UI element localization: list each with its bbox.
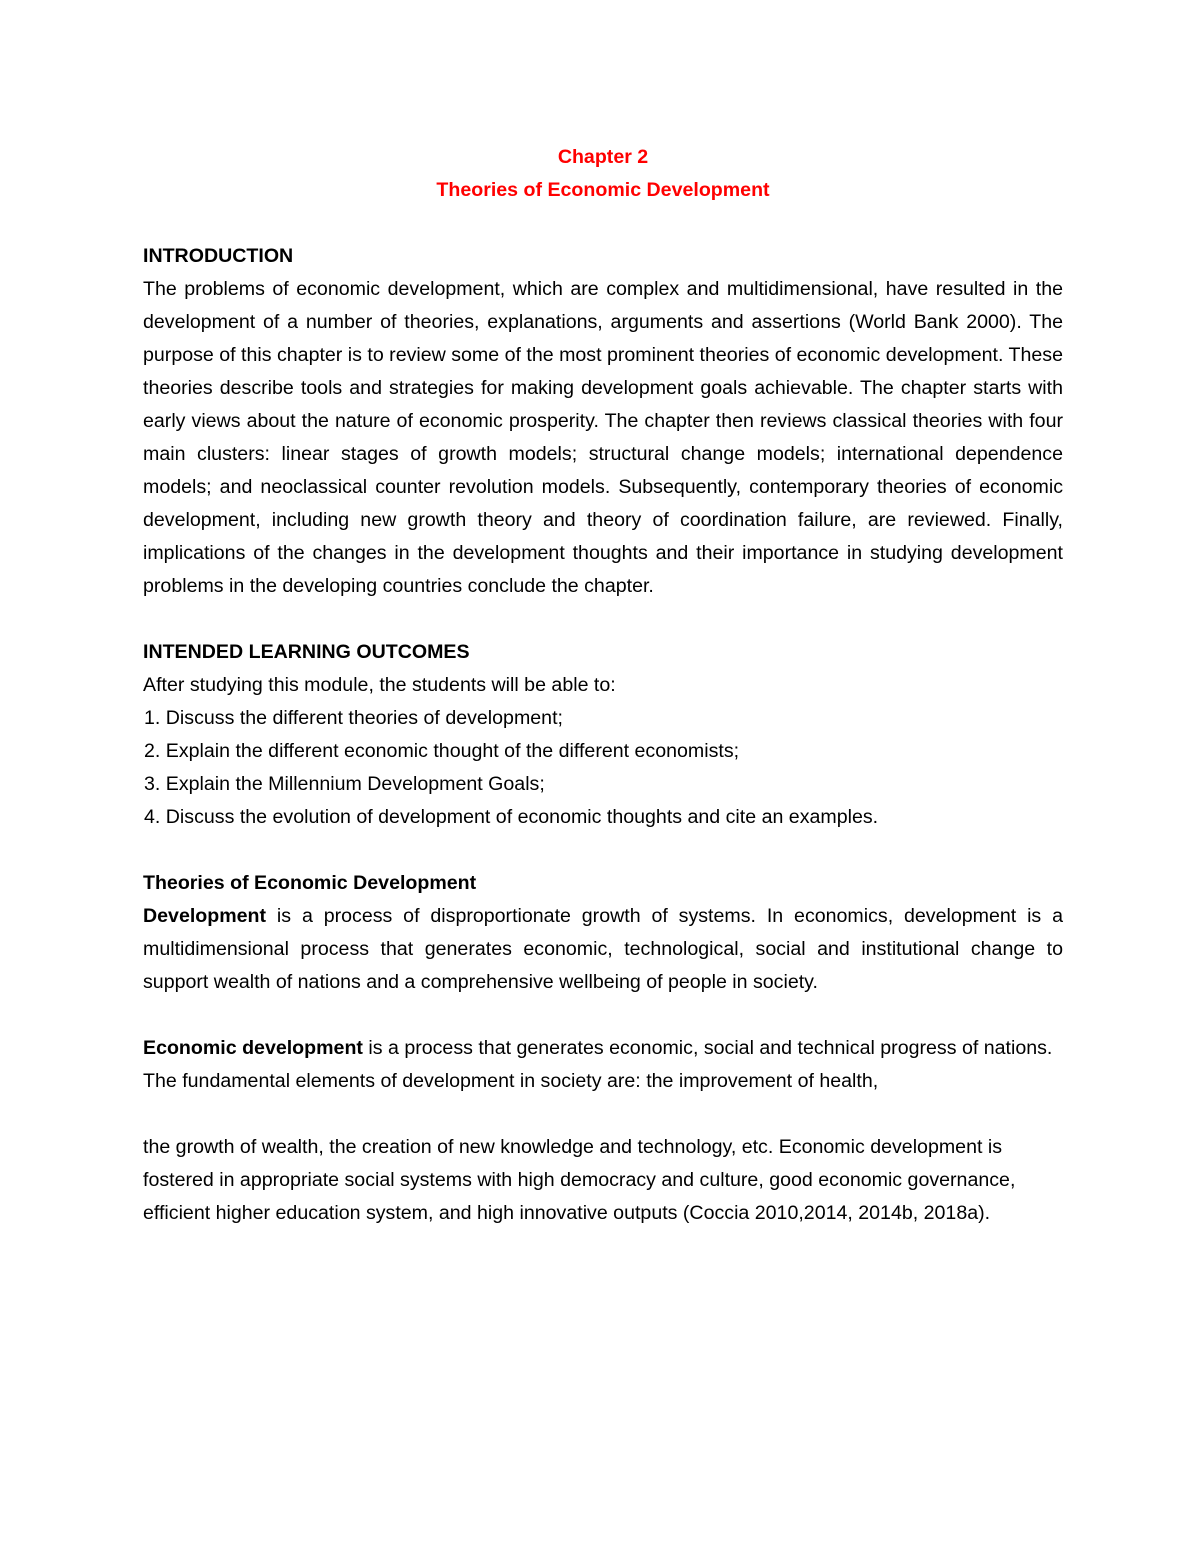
chapter-number: Chapter 2 <box>557 146 649 168</box>
spacer <box>143 999 1063 1032</box>
outcomes-heading: INTENDED LEARNING OUTCOMES <box>143 641 470 663</box>
development-term: Development <box>143 905 267 927</box>
outcome-item: 2. Explain the different economic thought of the different economists; <box>144 740 740 762</box>
economic-development-term: Economic development <box>143 1037 363 1059</box>
spacer <box>143 1098 1063 1131</box>
outcome-item: 1. Discuss the different theories of development; <box>144 707 563 729</box>
page-content <box>143 141 1063 1230</box>
outcomes-intro: After studying this module, the students will be able to: <box>143 674 616 696</box>
chapter-title: Theories of Economic Development <box>436 179 770 201</box>
outcome-item: 3. Explain the Millennium Development Goals; <box>144 773 545 795</box>
spacer <box>143 834 1063 867</box>
introduction-heading: INTRODUCTION <box>143 245 294 267</box>
spacer <box>143 603 1063 636</box>
spacer <box>143 207 1063 240</box>
introduction-paragraph: The problems of economic development, which are complex and multidimensional, have resulted in the development of a number of theories, explanations, arguments and assertions (World Bank 2000). The purpose of this chapter is to review some of the most prominent theories of economic development. These theories describe tools and strategies for making development goals achievable. The chapter starts with early views about the nature of economic prosperity. The chapter then reviews classical theories with four main clusters: linear stages of growth models; structural change models; international dependence models; and neoclassical counter revolution models. Subsequently, contemporary theories of economic development, including new growth theory and theory of coordination failure, are reviewed. Finally, implications of the changes in the development thoughts and their importance in studying development problems in the developing countries conclude the chapter. <box>143 278 1063 597</box>
economic-development-definition <box>143 1032 1063 1098</box>
economic-development-text: is a process that generates economic, social and technical progress of nations. The fundamental elements of development in society are: the improvement of health, <box>143 1037 1053 1092</box>
development-text: is a process of disproportionate growth of systems. In economics, development is a multidimensional process that generates economic, technological, social and institutional change to support wealth of nations and a comprehensive wellbeing of people in society. <box>143 905 1063 993</box>
continuation-paragraph: the growth of wealth, the creation of new knowledge and technology, etc. Economic development is fostered in appropriate social systems with high democracy and culture, good economic governance, efficient higher education system, and high innovative outputs (Coccia 2010,2014, 2014b, 2018a). <box>143 1136 1016 1224</box>
chapter-header <box>143 141 1063 207</box>
theories-heading: Theories of Economic Development <box>143 872 477 894</box>
development-definition <box>143 900 1063 999</box>
outcome-item: 4. Discuss the evolution of development of economic thoughts and cite an examples. <box>144 806 879 828</box>
